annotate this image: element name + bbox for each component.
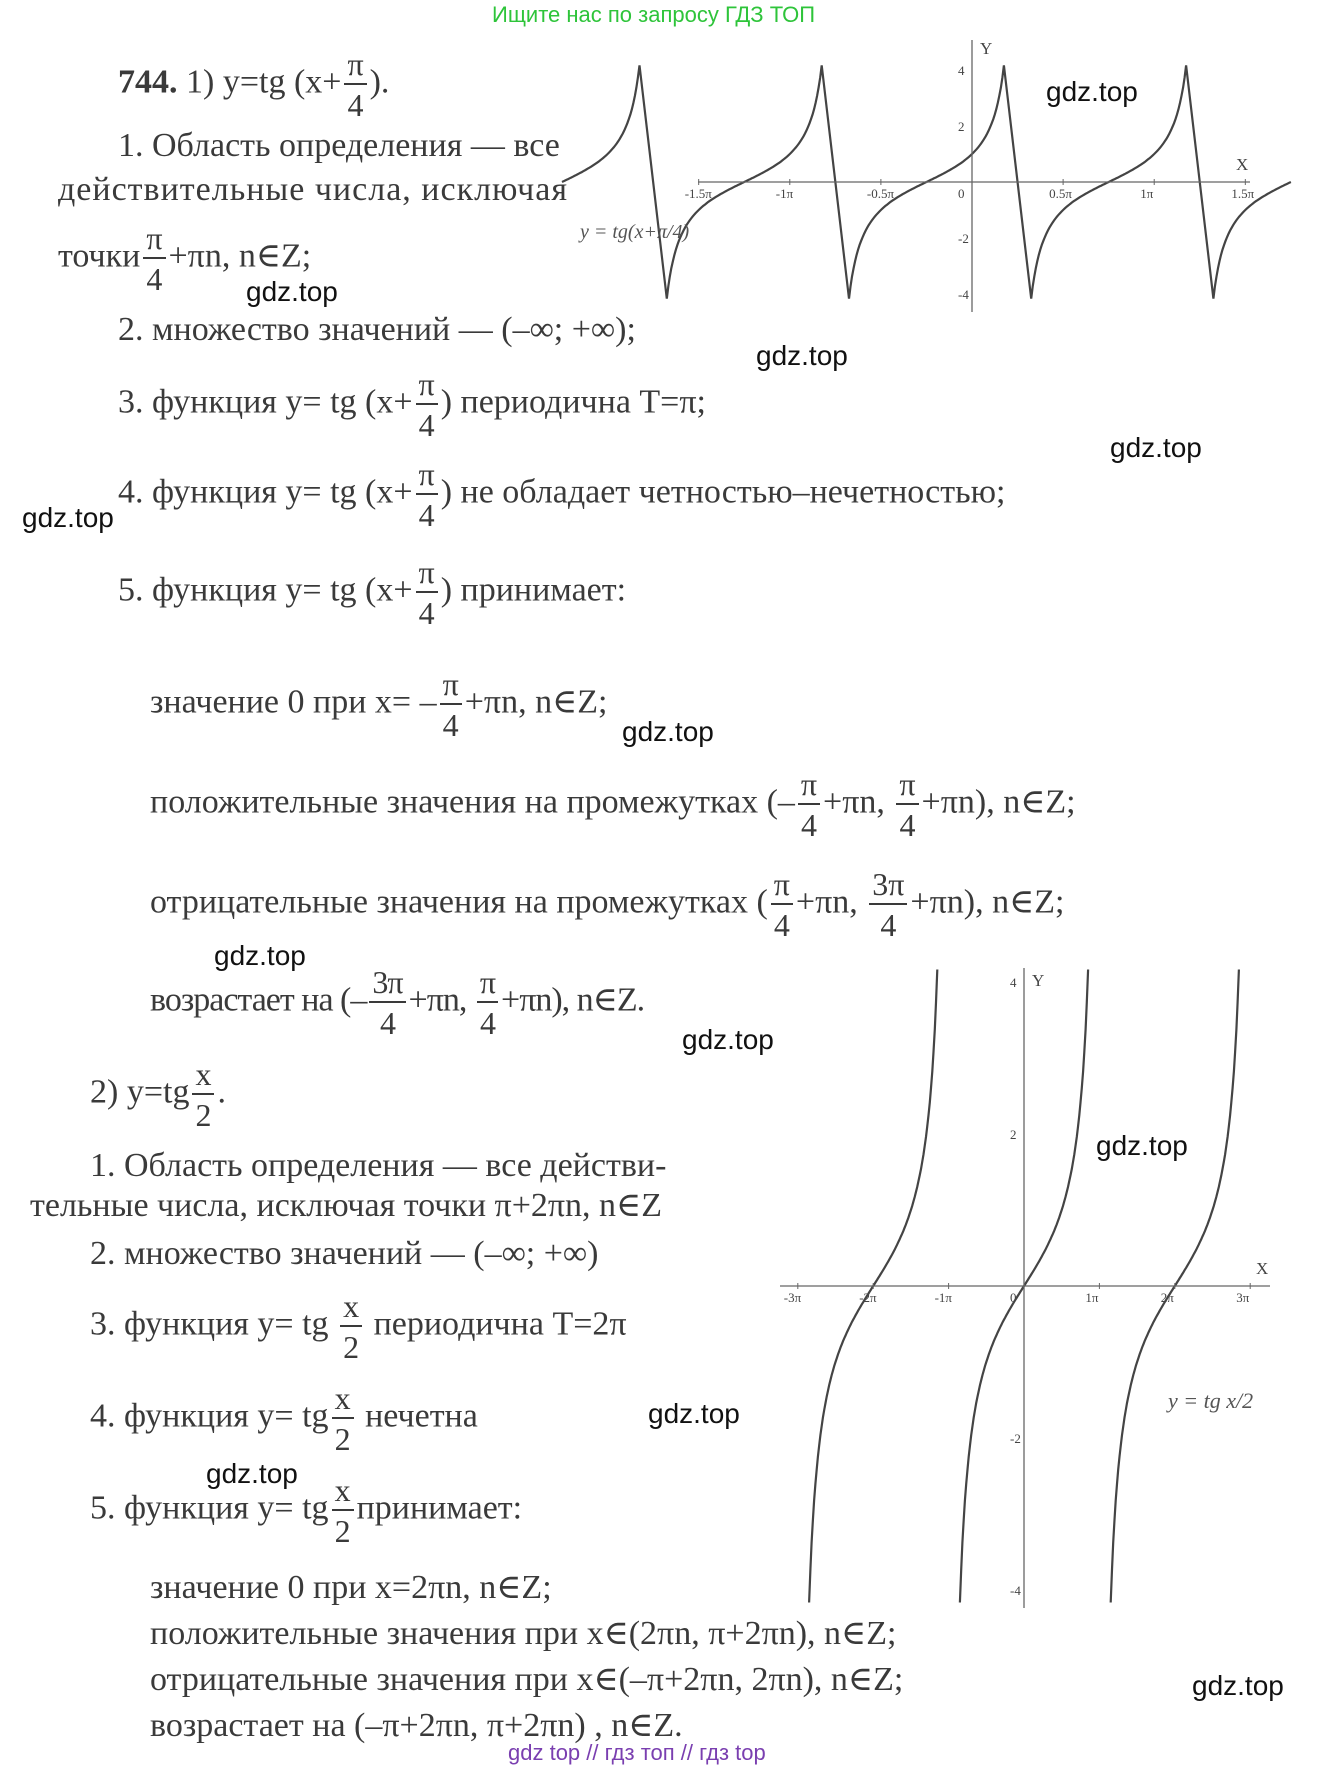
x-tick-label: 1π — [1140, 186, 1154, 201]
p1-line-1c: точки $\frac{\pi}{4}$ +πn, n∈Z; — [58, 220, 312, 297]
p2-line-4: 4. функция y= tg $\frac{x}{2}$ нечетна — [90, 1380, 478, 1457]
graph-caption: y = tg(x+π/4) — [580, 221, 690, 243]
footer-text[interactable]: gdz top // гдз топ // гдз top — [508, 1740, 766, 1765]
header-search-text[interactable]: Ищите нас по запросу ГДЗ ТОП — [492, 2, 816, 27]
p2-sub-3: отрицательные значения при x∈(–π+2πn, 2πn), n∈Z; — [150, 1661, 904, 1698]
y-axis-label: Y — [1032, 971, 1045, 990]
p2-line-1b: тельные числа, исключая точки π+2πn, n∈Z — [30, 1187, 662, 1224]
p1-line-3: 3. функция y= tg (x+ $\frac{\pi}{4}$ ) периодична T=π; — [118, 366, 706, 443]
watermark[interactable]: gdz.top — [1110, 432, 1202, 463]
graph-tan-x-over-2 — [770, 958, 1280, 1618]
y-tick-label: -4 — [958, 287, 969, 302]
watermark[interactable]: gdz.top — [206, 1458, 298, 1489]
task-number: 744. — [118, 63, 178, 101]
p1-positive: положительные значения на промежутках (– $\frac{\pi}{4}$ +πn, $\frac{\pi}{4}$ +πn), n∈Z; — [150, 766, 1076, 843]
p1-line-2: 2. множество значений — (–∞; +∞); — [118, 311, 636, 348]
x-tick-label: -0.5π — [866, 186, 895, 201]
watermark[interactable]: gdz.top — [1192, 1670, 1284, 1701]
x-tick-label: 1π — [1085, 1290, 1099, 1305]
x-tick-label: -2π — [859, 1290, 877, 1305]
x-tick-label: -1π — [775, 186, 794, 201]
x-axis-label: X — [1236, 155, 1249, 174]
watermark[interactable]: gdz.top — [214, 940, 306, 971]
y-axis-label: Y — [980, 39, 993, 58]
p1-line-4: 4. функция y= tg (x+ $\frac{\pi}{4}$ ) не обладает четностью–нечетностью; — [118, 456, 1006, 533]
x-tick-label: -1.5π — [684, 186, 712, 201]
x-tick-label: 3π — [1236, 1290, 1250, 1305]
y-tick-label: 2 — [1010, 1127, 1017, 1142]
watermark[interactable]: gdz.top — [1096, 1130, 1188, 1161]
x-tick-label: 1.5π — [1231, 186, 1255, 201]
y-tick-label: 4 — [1010, 975, 1017, 990]
y-tick-label: 4 — [958, 63, 965, 78]
p2-sub-2: положительные значения при x∈(2πn, π+2πn), n∈Z; — [150, 1615, 897, 1652]
p2-sub-4: возрастает на (–π+2πn, π+2πn) , n∈Z. — [150, 1707, 683, 1744]
x-tick-label: -3π — [783, 1290, 802, 1305]
p1-line-5: 5. функция y= tg (x+ $\frac{\pi}{4}$ ) принимает: — [118, 554, 627, 631]
fraction: $\frac{\pi}{4}$ — [344, 48, 366, 121]
y-tick-label: -4 — [1010, 1583, 1021, 1598]
p2-title: 2) y=tg $\frac{x}{2}$ . — [90, 1056, 226, 1133]
watermark[interactable]: gdz.top — [648, 1398, 740, 1429]
p2-line-5: 5. функция y= tg $\frac{x}{2}$ принимает: — [90, 1472, 523, 1549]
p2-line-2: 2. множество значений — (–∞; +∞) — [90, 1235, 599, 1272]
watermark[interactable]: gdz.top — [682, 1024, 774, 1055]
p1-line-1a: 1. Область определения — все — [118, 127, 560, 164]
p1-increasing: возрастает на (– $\frac{3\pi}{4}$ +πn, $\frac{\pi}{4}$ +πn), n∈Z. — [150, 964, 645, 1041]
p2-sub-1: значение 0 при x=2πn, n∈Z; — [150, 1569, 552, 1606]
y-tick-label: -2 — [958, 231, 969, 246]
watermark[interactable]: gdz.top — [246, 276, 338, 307]
watermark[interactable]: gdz.top — [1046, 76, 1138, 107]
y-tick-label: -2 — [1010, 1431, 1021, 1446]
graph-caption: y = tg x/2 — [1168, 1388, 1254, 1413]
task-title: 744. 1) y=tg (x+ $\frac{\pi}{4}$ ). — [118, 46, 390, 123]
x-axis-label: X — [1256, 1259, 1269, 1278]
watermark[interactable]: gdz.top — [622, 716, 714, 747]
x-tick-label: -1π — [934, 1290, 953, 1305]
x-tick-label: 0 — [958, 186, 965, 201]
watermark[interactable]: gdz.top — [22, 502, 114, 533]
x-tick-label: 2π — [1160, 1290, 1174, 1305]
p1-negative: отрицательные значения на промежутках ( $\frac{\pi}{4}$ +πn, $\frac{3\pi}{4}$ +πn), n∈Z; — [150, 866, 1065, 943]
p2-line-3: 3. функция y= tg $\frac{x}{2}$ периодична T=2π — [90, 1288, 627, 1365]
p1-line-1b: действительные числа, исключая — [58, 171, 568, 208]
watermark[interactable]: gdz.top — [756, 340, 848, 371]
p1-zero: значение 0 при x= – $\frac{\pi}{4}$ +πn, n∈Z; — [150, 666, 608, 743]
x-tick-label: 0 — [1010, 1290, 1017, 1305]
p2-line-1a: 1. Область определения — все действи- — [90, 1147, 667, 1184]
graph-tan-x-plus-pi4 — [580, 30, 1260, 320]
y-tick-label: 2 — [958, 119, 965, 134]
x-tick-label: 0.5π — [1049, 186, 1072, 201]
